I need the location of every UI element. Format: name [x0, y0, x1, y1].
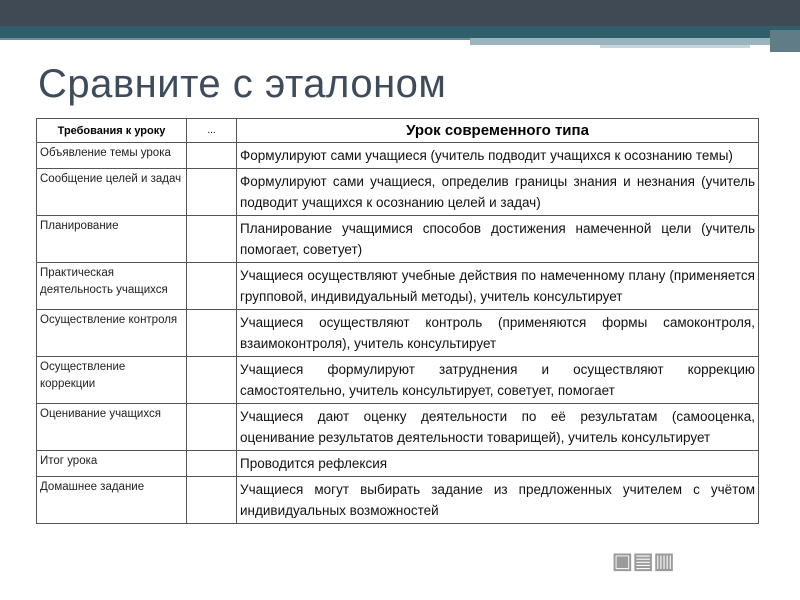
decor-stripe-light: [470, 38, 770, 45]
empty-cell: [187, 143, 237, 169]
description-cell: Учащиеся могут выбирать задание из предложенных учителем с учётом индивидуальных возможностей: [237, 477, 759, 524]
table-row: [37, 357, 759, 404]
description-cell: Проводится рефлексия: [237, 451, 759, 477]
empty-cell: [187, 451, 237, 477]
empty-cell: [187, 404, 237, 451]
table-row: [37, 477, 759, 524]
table-row: [37, 143, 759, 169]
description-cell: Учащиеся формулируют затруднения и осуществляют коррекцию самостоятельно, учитель консультирует, советует, помогает: [237, 357, 759, 404]
table-row: [37, 216, 759, 263]
decor-stripe-thin: [0, 38, 470, 40]
table-row: [37, 451, 759, 477]
empty-cell: [187, 263, 237, 310]
requirement-cell: Домашнее задание: [37, 477, 187, 524]
table-row: [37, 263, 759, 310]
header-placeholder: ...: [187, 119, 237, 143]
description-cell: Формулируют сами учащиеся (учитель подводит учащихся к осознанию темы): [237, 143, 759, 169]
watermark-logo-icon: ▣▤▥: [612, 548, 675, 573]
description-cell: Формулируют сами учащиеся, определив границы знания и незнания (учитель подводит учащихся к осознанию целей и задач): [237, 169, 759, 216]
requirement-cell: Объявление темы урока: [37, 143, 187, 169]
requirement-cell: Итог урока: [37, 451, 187, 477]
table-header-row: [37, 119, 759, 143]
decor-stripe-pale: [600, 45, 750, 48]
empty-cell: [187, 477, 237, 524]
requirement-cell: Планирование: [37, 216, 187, 263]
description-cell: Учащиеся осуществляют контроль (применяются формы самоконтроля, взаимоконтроля), учитель консультирует: [237, 310, 759, 357]
table-row: [37, 404, 759, 451]
requirement-cell: Осуществление контроля: [37, 310, 187, 357]
requirement-cell: Сообщение целей и задач: [37, 169, 187, 216]
header-requirements: Требования к уроку: [37, 119, 187, 143]
description-cell: Учащиеся осуществляют учебные действия по намеченному плану (применяется групповой, индивидуальный методы), учитель консультирует: [237, 263, 759, 310]
table-row: [37, 169, 759, 216]
empty-cell: [187, 169, 237, 216]
empty-cell: [187, 310, 237, 357]
header-modern-lesson: Урок современного типа: [237, 119, 759, 143]
requirement-cell: Осуществление коррекции: [37, 357, 187, 404]
empty-cell: [187, 216, 237, 263]
slide-title: Сравните с эталоном: [38, 62, 447, 106]
requirement-cell: Оценивание учащихся: [37, 404, 187, 451]
table-row: [37, 310, 759, 357]
comparison-table: [36, 118, 759, 524]
empty-cell: [187, 357, 237, 404]
top-decor-bar: [0, 0, 800, 26]
description-cell: Планирование учащимися способов достижения намеченной цели (учитель помогает, советует): [237, 216, 759, 263]
decor-stripe-corner: [770, 30, 800, 52]
description-cell: Учащиеся дают оценку деятельности по её результатам (самооценка, оценивание результатов деятельности товарищей), учитель консультирует: [237, 404, 759, 451]
decor-stripe-main: [0, 26, 800, 38]
requirement-cell: Практическая деятельность учащихся: [37, 263, 187, 310]
